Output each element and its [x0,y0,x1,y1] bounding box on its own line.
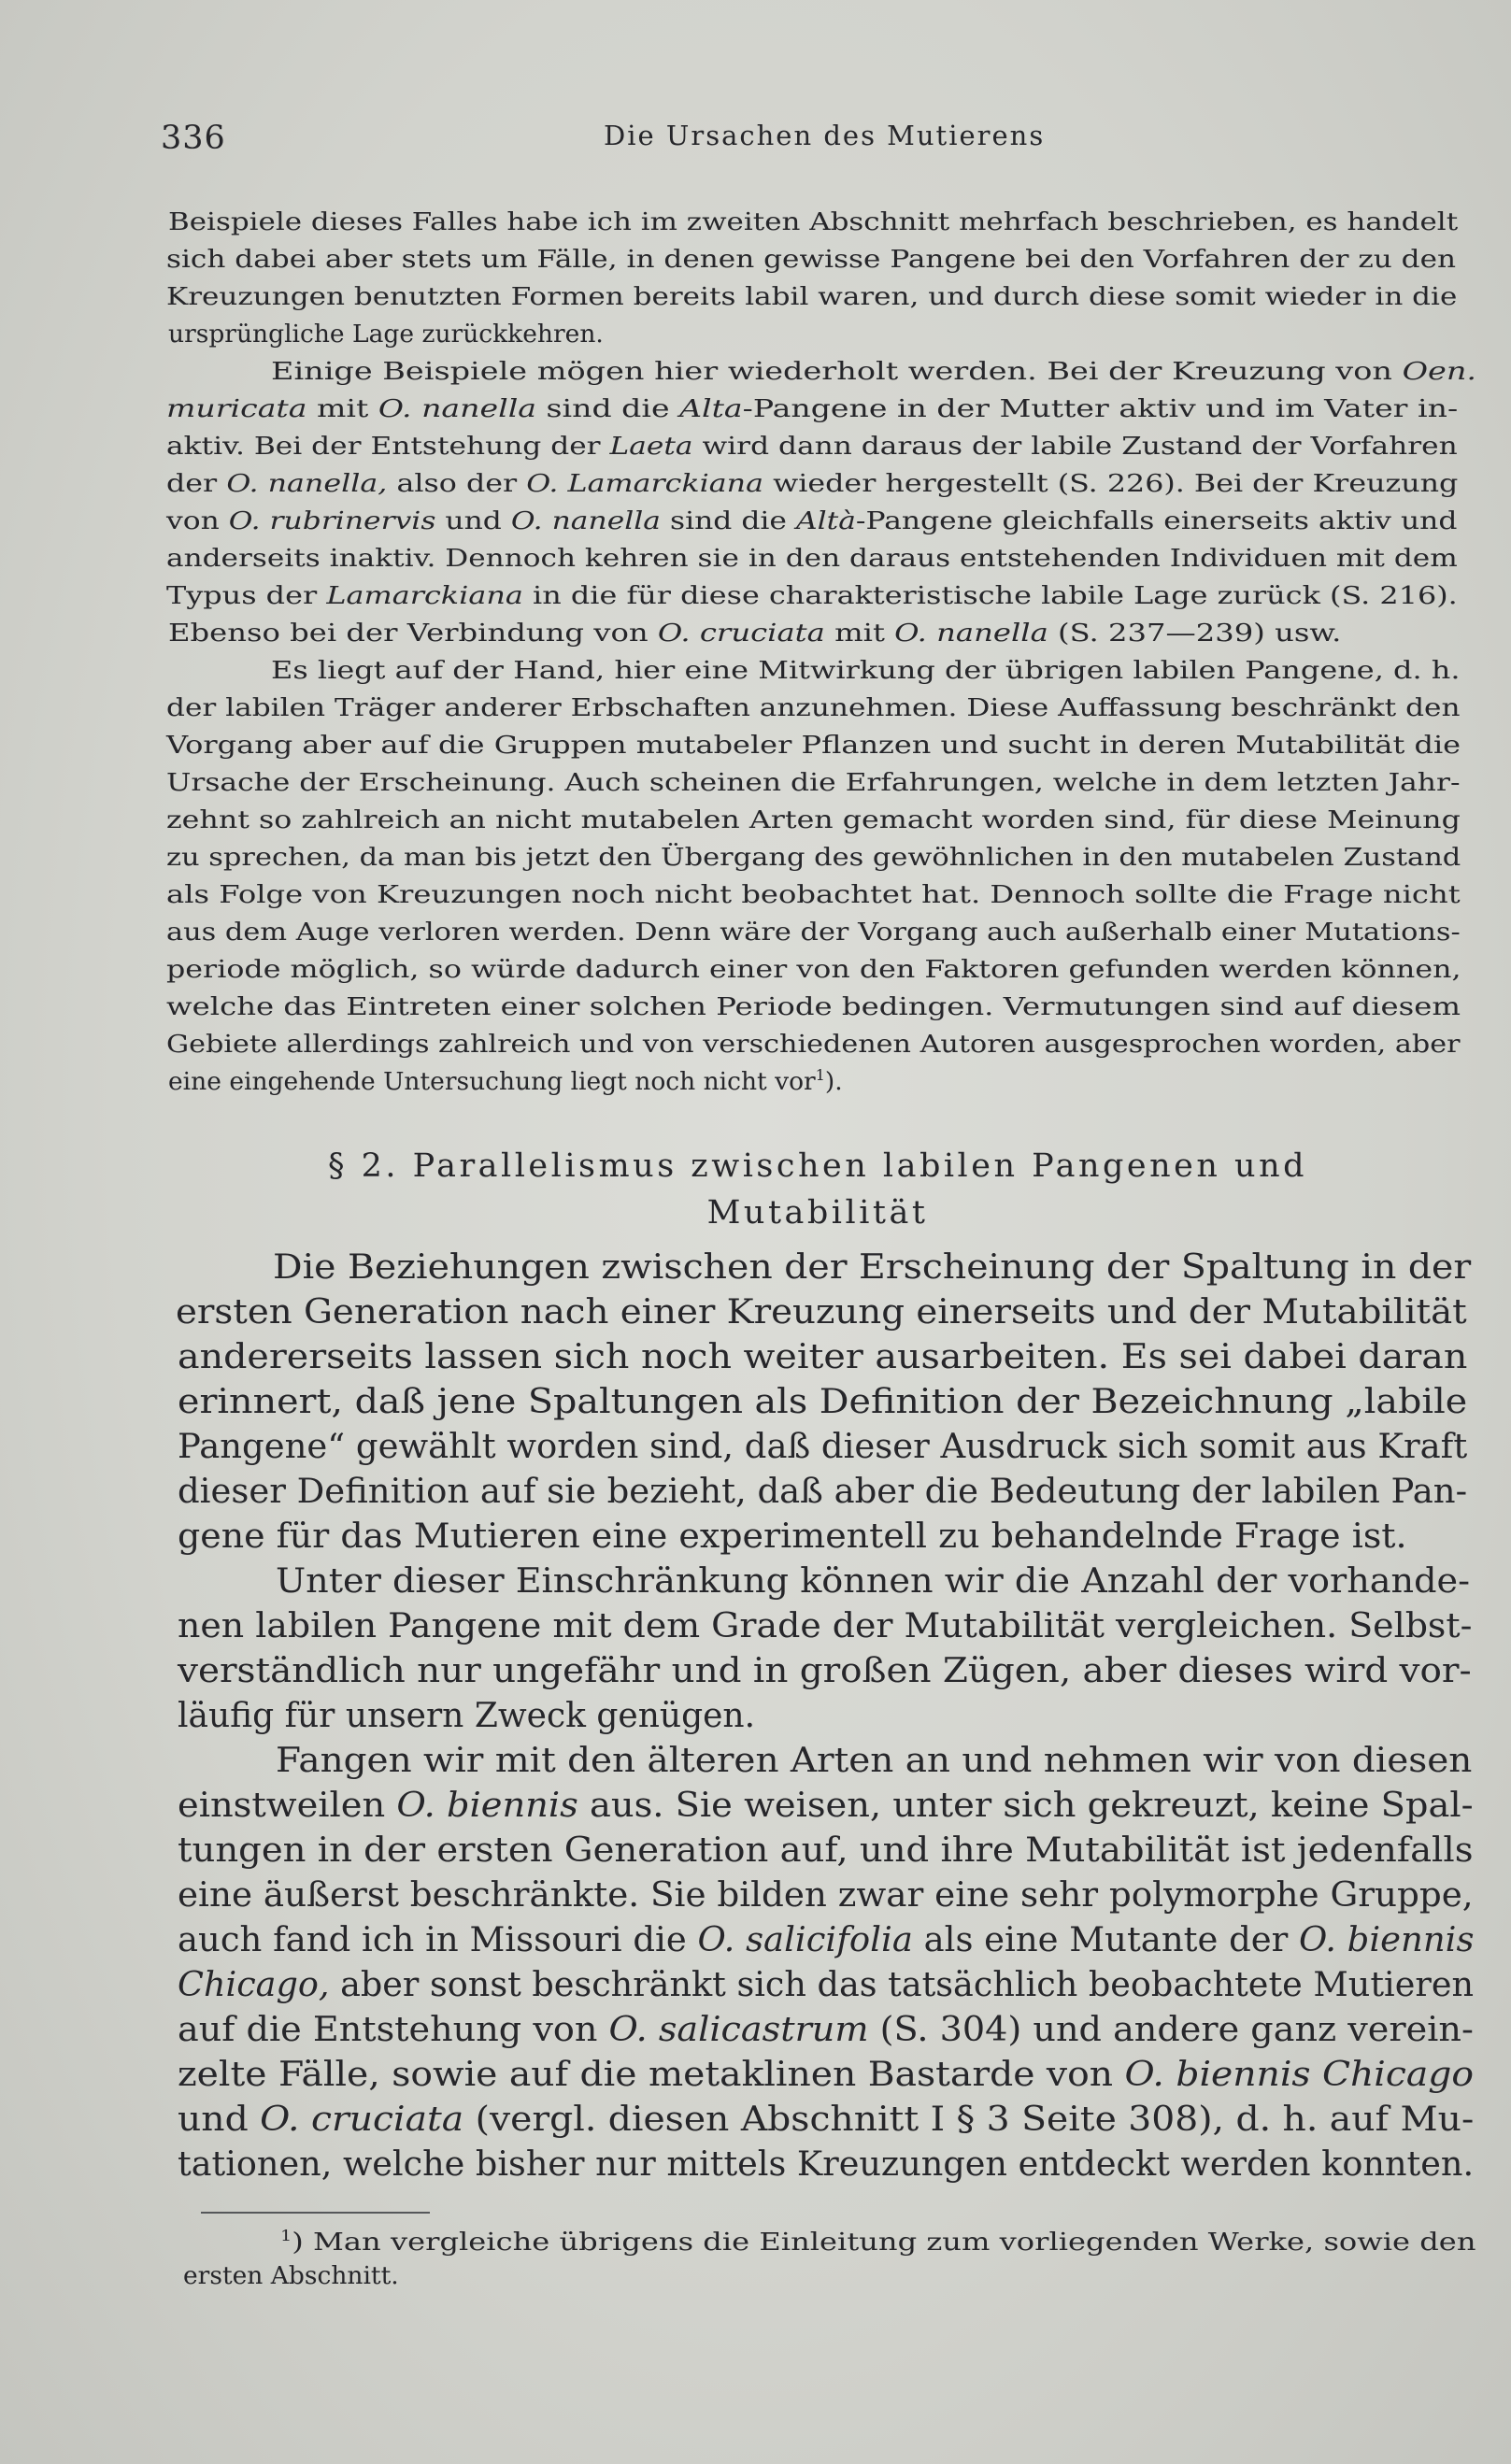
text-line: Einige Beispiele mögen hier wiederholt werden. Bei der Kreuzung von Oen. [271,357,1477,386]
text-line: als Folge von Kreuzungen noch nicht beobachtet hat. Dennoch sollte die Frage nicht [166,880,1461,909]
text-line: zehnt so zahlreich an nicht mutabelen Arten gemacht worden sind, für diese Meinung [166,805,1461,834]
text-line: der O. nanella, also der O. Lamarckiana wieder hergestellt (S. 226). Bei der Kreuzung [166,469,1459,498]
footnote-marker: 1 [280,2227,292,2245]
text-line: sich dabei aber stets um Fälle, in denen gewisse Pangene bei den Vorfahren der zu den [166,245,1457,274]
text-line: dieser Definition auf sie bezieht, daß aber die Bedeutung der labilen Pan- [178,1473,1468,1511]
text-line: erinnert, daß jene Spaltungen als Definition der Bezeichnung „labile [178,1383,1468,1421]
text-line: anderseits inaktiv. Dennoch kehren sie in den daraus entstehenden Individuen mit dem [166,544,1458,573]
section-heading-line-1: § 2. Parallelismus zwischen labilen Pangenen und [327,1147,1308,1185]
footnote-rule [201,2212,430,2214]
text-line: Fangen wir mit den älteren Arten an und nehmen wir von diesen [276,1742,1473,1780]
text-line: Die Beziehungen zwischen der Erscheinung der Spaltung in der [273,1248,1472,1287]
text-line: aktiv. Bei der Entstehung der Laeta wird dann daraus der labile Zustand der Vorfahren [166,432,1458,461]
footnote-line: ersten Abschnitt. [183,2261,399,2290]
text-line: Beispiele dieses Falles habe ich im zweiten Abschnitt mehrfach beschrieben, es handelt [168,207,1459,236]
text-line: zu sprechen, da man bis jetzt den Übergang des gewöhnlichen in den mutabelen Zustand [166,843,1461,872]
text-line: tationen, welche bisher nur mittels Kreuzungen entdeckt werden konnten. [178,2145,1475,2184]
section-heading-line-2: Mutabilität [706,1194,929,1232]
text-line: ursprüngliche Lage zurückkehren. [168,320,604,349]
text-line: Unter dieser Einschränkung können wir die Anzahl der vorhande- [276,1562,1470,1601]
text-line: verständlich nur ungefähr und in großen Zügen, aber dieses wird vor- [178,1652,1472,1690]
text-line: von O. rubrinervis und O. nanella sind die Altà-Pangene gleichfalls einerseits aktiv und [166,506,1458,535]
page-header [161,120,1469,166]
text-line: tungen in der ersten Generation auf, und ihre Mutabilität ist jedenfalls [178,1831,1474,1870]
text-line: periode möglich, so würde dadurch einer von den Faktoren gefunden werden können, [166,955,1461,984]
text-line: muricata mit O. nanella sind die Alta-Pangene in der Mutter aktiv und im Vater in- [166,394,1459,423]
text-line: der labilen Träger anderer Erbschaften anzunehmen. Diese Auffassung beschränkt den [166,693,1461,722]
text-line: auch fand ich in Missouri die O. salicifolia als eine Mutante der O. biennis [178,1921,1475,1959]
text-line: Ebenso bei der Verbindung von O. cruciata mit O. nanella (S. 237—239) usw. [168,619,1342,648]
text-line: Gebiete allerdings zahlreich und von verschiedenen Autoren ausgesprochen worden, aber [166,1030,1461,1059]
footnote-line: $^1$) Man vergleiche übrigens die Einleitung zum vorliegenden Werke, sowie den [280,2227,1476,2257]
text-line: Es liegt auf der Hand, hier eine Mitwirkung der übrigen labilen Pangene, d. h. [271,656,1461,685]
text-line: Kreuzungen benutzten Formen bereits labil waren, und durch diese somit wieder in die [166,282,1458,311]
text-line: welche das Eintreten einer solchen Periode bedingen. Vermutungen sind auf diesem [166,992,1461,1021]
text-line: aus dem Auge verloren werden. Denn wäre der Vorgang auch außerhalb einer Mutations- [166,918,1461,947]
text-line: eine äußerst beschränkte. Sie bilden zwar eine sehr polymorphe Gruppe, [178,1876,1474,1915]
text-line: einstweilen O. biennis aus. Sie weisen, unter sich gekreuzt, keine Spal- [178,1787,1474,1825]
text-line: auf die Entstehung von O. salicastrum (S. 304) und andere ganz verein- [178,2011,1474,2049]
text-line: eine eingehende Untersuchung liegt noch nicht vor$^1$). [168,1066,843,1096]
text-line: ersten Generation nach einer Kreuzung einerseits und der Mutabilität [176,1293,1467,1332]
text-line: Ursache der Erscheinung. Auch scheinen die Erfahrungen, welche in dem letzten Jahr- [166,768,1461,797]
text-line: nen labilen Pangene mit dem Grade der Mutabilität vergleichen. Selbst- [178,1607,1473,1645]
running-head: Die Ursachen des Mutierens [604,120,1046,151]
text-line: gene für das Mutieren eine experimentell zu behandelnde Frage ist. [178,1517,1407,1556]
text-line: läufig für unsern Zweck genügen. [178,1697,756,1735]
text-line: Vorgang aber auf die Gruppen mutabeler Pflanzen und sucht in deren Mutabilität die [166,731,1461,760]
text-line: Chicago, aber sonst beschränkt sich das tatsächlich beobachtete Mutieren [178,1966,1475,2004]
text-line: und O. cruciata (vergl. diesen Abschnitt I § 3 Seite 308), d. h. auf Mu- [178,2101,1475,2139]
text-line: andererseits lassen sich noch weiter ausarbeiten. Es sei dabei daran [178,1338,1468,1376]
text-line: Typus der Lamarckiana in die für diese charakteristische labile Lage zurück (S. 216). [166,581,1458,610]
text-line: Pangene“ gewählt worden sind, daß dieser Ausdruck sich somit aus Kraft [178,1428,1468,1466]
page-number: 336 [161,120,226,157]
text-line: zelte Fälle, sowie auf die metaklinen Bastarde von O. biennis Chicago [178,2056,1475,2094]
